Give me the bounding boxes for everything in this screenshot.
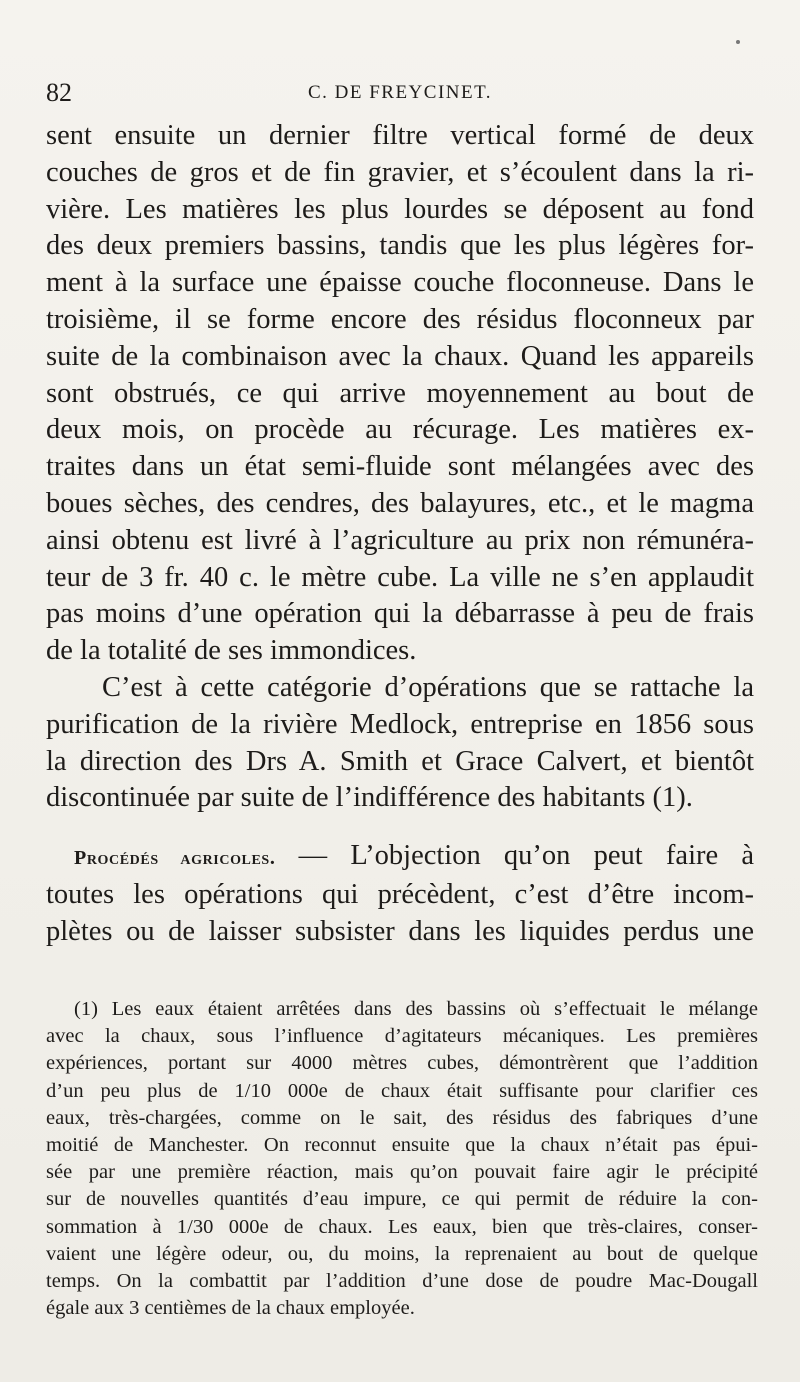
text-line: ment à la surface une épaisse couche floconneuse. Dans le (46, 267, 754, 299)
text-line: la direction des Drs A. Smith et Grace Calvert, et bientôt (46, 745, 754, 777)
text-line: toutes les opérations qui précèdent, c’est d’être incom- (46, 878, 754, 910)
text-line: des deux premiers bassins, tandis que les plus légères for- (46, 230, 754, 262)
footnote-line: d’un peu plus de 1/10 000e de chaux était suffisante pour clarifier ces (46, 1079, 758, 1102)
footnote-line: vaient une légère odeur, ou, du moins, la reprenaient au bout de quelque (46, 1242, 758, 1265)
text-line: ainsi obtenu est livré à l’agriculture au prix non rémunéra- (46, 524, 754, 556)
section-agricultural-processes (46, 838, 754, 950)
footnote-line: (1) Les eaux étaient arrêtées dans des bassins où s’effectuait le mélange (74, 998, 758, 1020)
text-line: purification de la rivière Medlock, entreprise en 1856 sous (46, 708, 754, 740)
footnote-line: sée par une première réaction, mais qu’on pouvait faire agir le précipité (46, 1161, 758, 1184)
footnote-line: sommation à 1/30 000e de chaux. Les eaux, bien que très-claires, conser- (46, 1215, 758, 1238)
text-line: de la totalité de ses immondices. (46, 635, 417, 667)
page-number: 82 (46, 78, 72, 107)
text-line: plètes ou de laisser subsister dans les liquides perdus une (46, 915, 754, 947)
text-line: deux mois, on procède au récurage. Les matières ex- (46, 414, 754, 446)
ink-speck (736, 40, 740, 44)
text-line: vière. Les matières les plus lourdes se déposent au fond (46, 193, 754, 225)
text-line: suite de la combinaison avec la chaux. Quand les appareils (46, 340, 754, 372)
footnote-line: égale aux 3 centièmes de la chaux employée. (46, 1297, 415, 1320)
section-title: Procédés agricoles. (74, 847, 276, 869)
text-line: teur de 3 fr. 40 c. le mètre cube. La ville ne s’en applaudit (46, 561, 754, 593)
running-head: C. DE FREYCINET. (307, 82, 493, 103)
text-line: C’est à cette catégorie d’opérations que se rattache la (102, 671, 754, 703)
page-header (46, 78, 754, 112)
main-text (46, 118, 754, 817)
footnote-line: temps. On la combattit par l’addition d’une dose de poudre Mac-Dougall (46, 1270, 758, 1293)
text-line: sont obstrués, ce qui arrive moyennement au bout de (46, 377, 754, 409)
text-line: pas moins d’une opération qui la débarrasse à peu de frais (46, 598, 754, 630)
footnote-line: expériences, portant sur 4000 mètres cubes, démontrèrent que l’addition (46, 1052, 758, 1075)
footnote-line: moitié de Manchester. On reconnut ensuite que la chaux n’était pas épui- (46, 1134, 758, 1157)
text-line: discontinuée par suite de l’indifférence des habitants (1). (46, 782, 693, 814)
footnote-line: sur de nouvelles quantités d’eau impure, ce qui permit de réduire la con- (46, 1188, 758, 1211)
text-line: troisième, il se forme encore des résidus floconneux par (46, 303, 754, 335)
footnote-line: eaux, très-chargées, comme on le sait, des résidus des fabriques d’une (46, 1106, 758, 1129)
footnote-line: avec la chaux, sous l’influence d’agitateurs mécaniques. Les premières (46, 1025, 758, 1048)
section-text: — L’objection qu’on peut faire à (275, 840, 754, 871)
text-line (46, 838, 754, 877)
paragraph-1 (46, 118, 754, 670)
paragraph-2 (46, 670, 754, 817)
text-line: sent ensuite un dernier filtre vertical formé de deux (46, 120, 754, 151)
text-line: traites dans un état semi-fluide sont mélangées avec des (46, 451, 754, 483)
text-line: couches de gros et de fin gravier, et s’écoulent dans la ri- (46, 156, 754, 188)
footnote (46, 996, 758, 1322)
text-line: boues sèches, des cendres, des balayures, etc., et le magma (46, 487, 754, 519)
